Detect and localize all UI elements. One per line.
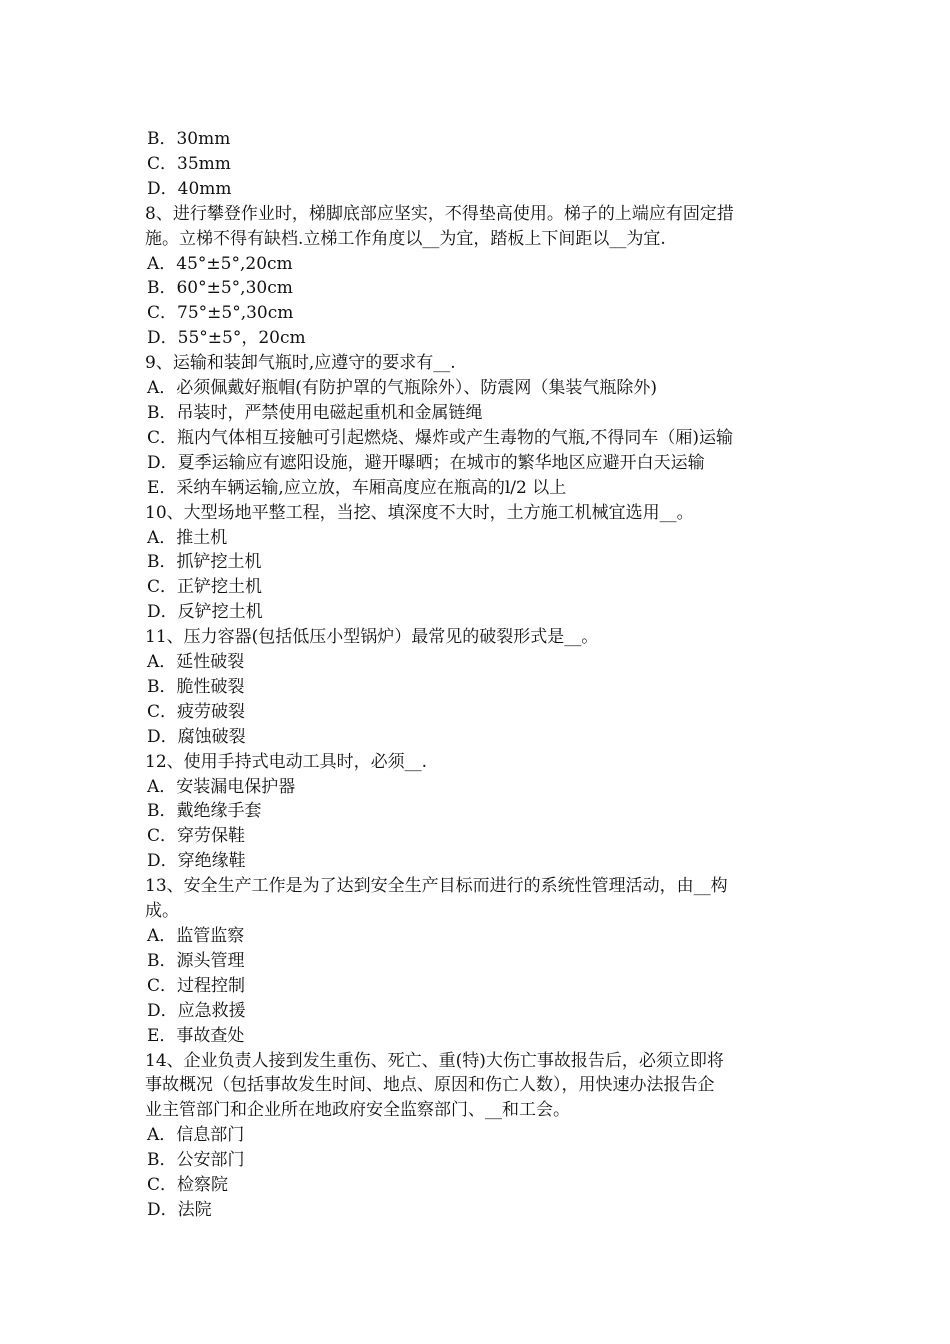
answer-option: D．反铲挖土机: [147, 602, 263, 623]
answer-option: A．安装漏电保护器: [147, 776, 296, 797]
question-text: 14、企业负责人接到发生重伤、死亡、重(特)大伤亡事故报告后，必须立即将: [145, 1050, 724, 1071]
answer-option: C．75°±5°,30cm: [147, 303, 294, 324]
answer-option: B．源头管理: [147, 950, 245, 971]
answer-option: D．夏季运输应有遮阳设施，避开曝晒；在城市的繁华地区应避开白天运输: [147, 452, 705, 473]
answer-option: E．采纳车辆运输,应立放，车厢高度应在瓶高的l/2 以上: [147, 477, 567, 498]
question-text: 9、运输和装卸气瓶时,应遵守的要求有__.: [145, 353, 456, 374]
question-text: 业主管部门和企业所在地政府安全监察部门、__和工会。: [145, 1100, 570, 1121]
answer-option: A．信息部门: [147, 1125, 245, 1146]
answer-option: D．法院: [147, 1199, 212, 1220]
question-text: 施。立梯不得有缺档.立梯工作角度以__为宜，踏板上下间距以__为宜.: [145, 228, 666, 249]
answer-option: A．45°±5°,20cm: [147, 253, 293, 274]
answer-option: B．公安部门: [147, 1150, 245, 1171]
answer-option: C．正铲挖土机: [147, 577, 263, 598]
answer-option: B．脆性破裂: [147, 676, 245, 697]
answer-option: A．监管监察: [147, 926, 245, 946]
answer-option: B．抓铲挖土机: [147, 552, 262, 573]
answer-option: C．检察院: [147, 1175, 229, 1196]
answer-option: C．瓶内气体相互接触可引起燃烧、爆炸或产生毒物的气瓶,不得同车（厢)运输: [147, 427, 734, 448]
answer-option: D．55°±5°，20cm: [147, 328, 306, 349]
answer-option: C．疲劳破裂: [147, 701, 246, 722]
question-text: 事故概况（包括事故发生时间、地点、原因和伤亡人数），用快速办法报告企: [145, 1075, 715, 1096]
answer-option: D．40mm: [147, 178, 232, 199]
answer-option: C．穿劳保鞋: [147, 826, 246, 847]
answer-option: A．延性破裂: [147, 652, 245, 673]
answer-option: D．穿绝缘鞋: [147, 851, 246, 872]
document-body: [145, 127, 810, 1223]
question-text: 12、使用手持式电动工具时，必须__.: [145, 751, 428, 772]
question-text: 成。: [145, 901, 179, 922]
answer-option: B．戴绝缘手套: [147, 801, 262, 822]
answer-option: A．必须佩戴好瓶帽(有防护罩的气瓶除外）、防震网（集装气瓶除外): [147, 378, 658, 399]
answer-option: D．应急救援: [147, 1000, 246, 1021]
answer-option: C．35mm: [147, 153, 231, 174]
question-text: 13、安全生产工作是为了达到安全生产目标而进行的系统性管理活动，由__构: [145, 876, 728, 897]
question-text: 10、大型场地平整工程，当挖、填深度不大时，土方施工机械宜选用__。: [145, 502, 694, 523]
answer-option: A．推土机: [147, 527, 228, 548]
answer-option: B．吊装时，严禁使用电磁起重机和金属链绳: [147, 402, 483, 423]
answer-option: E．事故查处: [147, 1025, 245, 1046]
answer-option: B．30mm: [147, 129, 231, 149]
answer-option: D．腐蚀破裂: [147, 726, 246, 747]
question-text: 11、压力容器(包括低压小型锅炉）最常见的破裂形式是__。: [145, 627, 599, 648]
answer-option: B．60°±5°,30cm: [147, 278, 293, 299]
answer-option: C．过程控制: [147, 975, 246, 996]
question-text: 8、进行攀登作业时，梯脚底部应坚实，不得垫高使用。梯子的上端应有固定措: [145, 203, 734, 224]
